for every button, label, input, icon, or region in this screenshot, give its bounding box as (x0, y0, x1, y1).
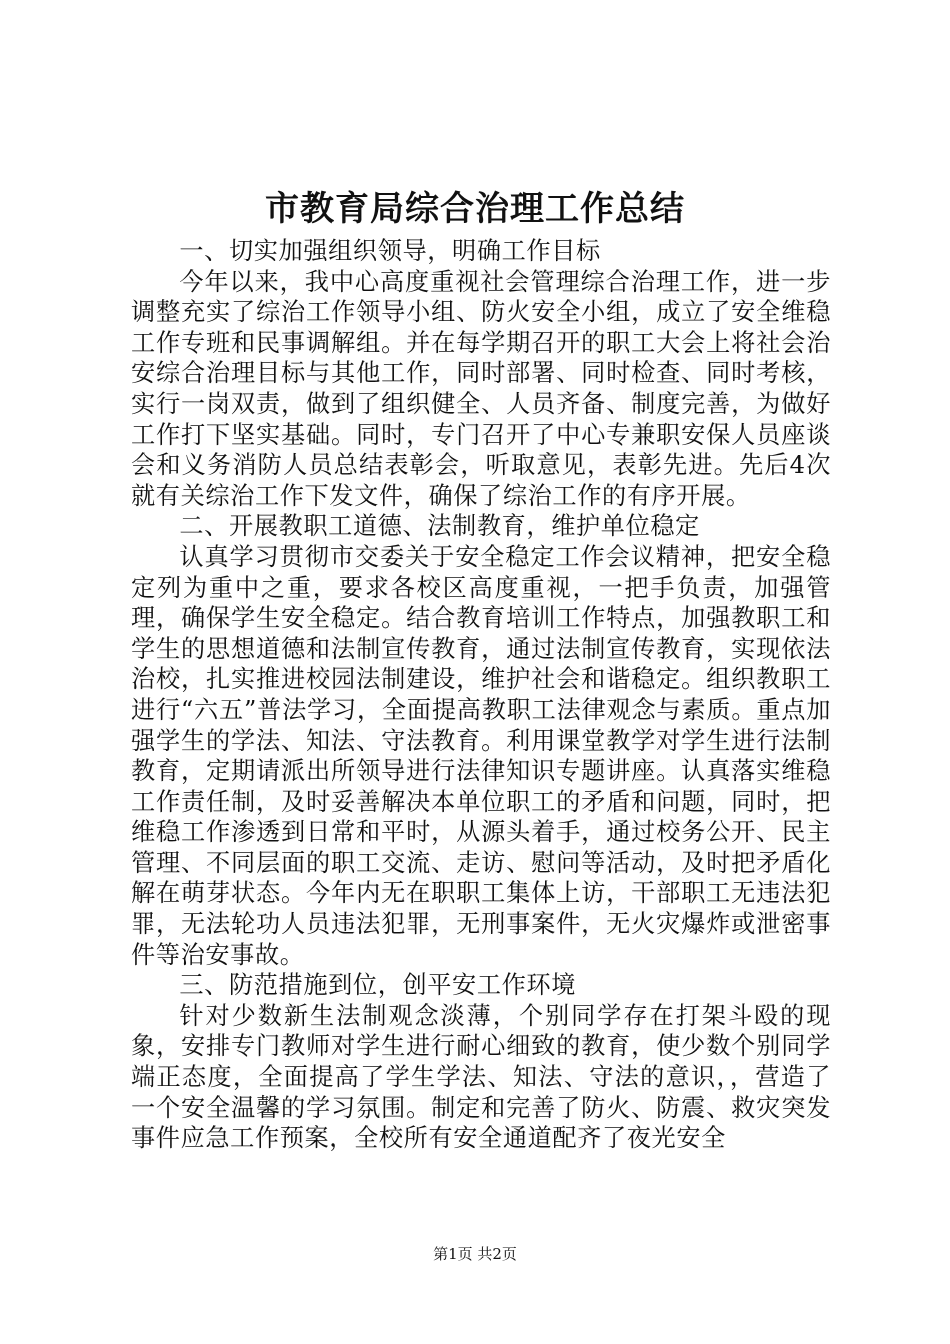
page-footer: 第1页 共2页 (433, 1245, 517, 1263)
section-heading-3: 三、防范措施到位，创平安工作环境 (179, 971, 576, 1000)
section-heading-2: 二、开展教职工道德、法制教育，维护单位稳定 (179, 512, 700, 541)
body-paragraph-3: 针对少数新生法制观念淡薄，个别同学存在打架斗殴的现象，安排专门教师对学生进行耐心细致的教育，使少数个别同学端正态度，全面提高了学生学法、知法、守法的意识，，营造了一个安全温馨的学习氛围。制定和完善了防火、防震、救灾突发事件应急工作预案，全校所有安全通道配齐了夜光安全 (131, 1001, 831, 1153)
document-title: 市教育局综合治理工作总结 (265, 189, 685, 229)
section-heading-1: 一、切实加强组织领导，明确工作目标 (179, 237, 601, 265)
document-body (131, 236, 831, 1154)
body-paragraph-2: 认真学习贯彻市交委关于安全稳定工作会议精神，把安全稳定列为重中之重，要求各校区高度重视，一把手负责，加强管理，确保学生安全稳定。结合教育培训工作特点，加强教职工和学生的思想道德和法制宣传教育，通过法制宣传教育，实现依法治校，扎实推进校园法制建设，维护社会和谐稳定。组织教职工进行“六五”普法学习，全面提高教职工法律观念与素质。重点加强学生的学法、知法、守法教育。利用课堂教学对学生进行法制教育，定期请派出所领导进行法律知识专题讲座。认真落实维稳工作责任制，及时妥善解决本单位职工的矛盾和问题，同时，把维稳工作渗透到日常和平时，从源头着手，通过校务公开、民主管理、不同层面的职工交流、走访、慰问等活动，及时把矛盾化解在萌芽状态。今年内无在职职工集体上访，干部职工无违法犯罪，无法轮功人员违法犯罪，无刑事案件，无火灾爆炸或泄密事件等治安事故。 (131, 542, 831, 969)
body-paragraph-1: 今年以来，我中心高度重视社会管理综合治理工作，进一步调整充实了综治工作领导小组、防火安全小组，成立了安全维稳工作专班和民事调解组。并在每学期召开的职工大会上将社会治安综合治理目标与其他工作，同时部署、同时检查、同时考核，实行一岗双责，做到了组织健全、人员齐备、制度完善，为做好工作打下坚实基础。同时，专门召开了中心专兼职安保人员座谈会和义务消防人员总结表彰会，听取意见，表彰先进。先后4次就有关综治工作下发文件，确保了综治工作的有序开展。 (131, 267, 831, 510)
